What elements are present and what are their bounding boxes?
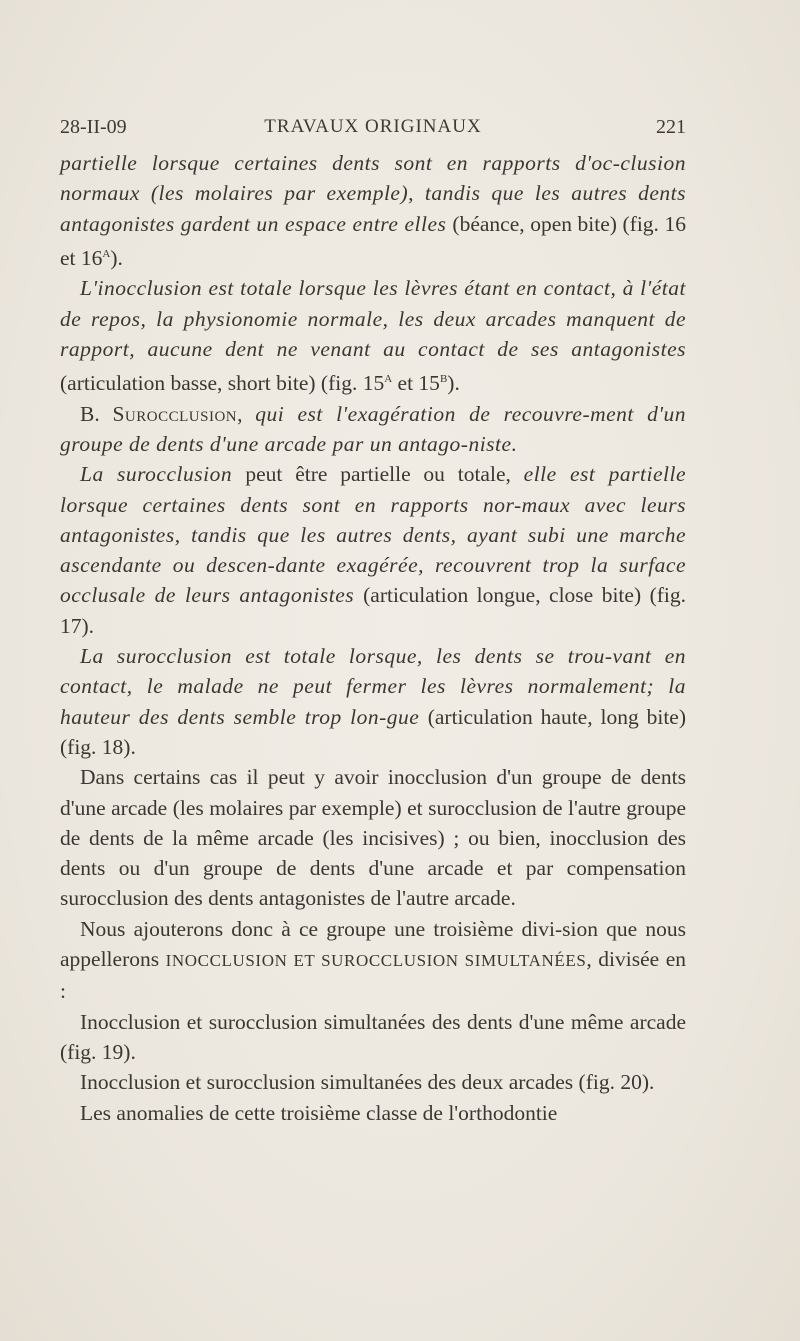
page-number: 221 <box>656 116 686 138</box>
paragraph <box>60 641 686 762</box>
paragraph <box>60 1098 686 1128</box>
italic-text: elle est partielle lorsque certaines dents sont en rapports nor-maux avec leurs antagonistes, tandis que les autres dents, ayant subi une marche ascendante ou descen-dante exagérée, recouvrent trop la surface occlusale de leurs antagonistes <box>60 462 687 608</box>
small-caps-text: Surocclusion <box>112 401 238 426</box>
superscript: B <box>439 373 448 386</box>
italic-text: La surocclusion <box>80 462 246 487</box>
roman-text: (articulation basse, short bite) (fig. 15 <box>60 371 385 396</box>
body-text <box>60 148 686 1128</box>
superscript: A <box>384 373 393 386</box>
italic-text: La surocclusion est totale lorsque, les dents se trou-vant en contact, le malade ne peut fermer les lèvres normalement; la hauteur des dents semble trop lon-gue <box>60 644 686 729</box>
italic-text: partielle lorsque certaines dents sont en rapports d'oc-clusion normaux (les molaires par exemple), tandis que les autres dents antagonistes gardent un espace entre elles <box>60 151 686 236</box>
paragraph <box>60 148 686 273</box>
roman-text: peut être partielle ou totale, <box>245 462 524 487</box>
roman-text: Nous ajouterons donc à ce groupe une troisième divi-sion que nous appellerons <box>60 916 686 972</box>
roman-text: ). <box>110 246 123 271</box>
roman-text: (articulation longue, close bite) (fig. 17). <box>60 583 687 638</box>
header-title: TRAVAUX ORIGINAUX <box>264 116 482 137</box>
roman-text: et 15 <box>392 371 440 396</box>
paragraph <box>60 1007 686 1068</box>
roman-text: , divisée en : <box>60 947 686 1004</box>
roman-text: Inocclusion et surocclusion simultanées des deux arcades (fig. 20). <box>80 1070 655 1095</box>
roman-text: (béance, open bite) (fig. 16 et 16 <box>60 211 686 271</box>
running-header <box>60 116 686 144</box>
roman-text: ). <box>447 371 460 396</box>
roman-text: Dans certains cas il peut y avoir inocclusion d'un groupe de dents d'une arcade (les molaires par exemple) et surocclusion de l'autre groupe de dents de la même arcade (les incisives) ; ou bien, inocclusion des dents ou d'un groupe de dents d'une arcade et par compensation surocclusion des dents antagonistes de l'autre arcade. <box>60 765 686 911</box>
superscript: A <box>102 247 111 260</box>
paragraph <box>60 399 686 460</box>
header-date: 28-II-09 <box>60 116 127 138</box>
paragraph <box>60 273 686 398</box>
roman-text: (articulation haute, long bite) (fig. 18). <box>60 704 686 759</box>
italic-text: qui est l'exagération de recouvre-ment d'un groupe de dents d'une arcade par un antago-niste. <box>60 401 686 456</box>
small-caps-text: INOCCLUSION ET SUROCCLUSION SIMULTANÉES <box>165 951 587 971</box>
roman-text: B. <box>80 401 113 426</box>
paragraph <box>60 459 686 641</box>
paragraph <box>60 1067 686 1097</box>
roman-text: , <box>237 401 256 426</box>
paragraph <box>60 762 686 913</box>
paragraph <box>60 914 686 1007</box>
roman-text: Les anomalies de cette troisième classe de l'orthodontie <box>80 1100 558 1125</box>
roman-text: Inocclusion et surocclusion simultanées des dents d'une même arcade (fig. 19). <box>60 1009 686 1064</box>
italic-text: L'inocclusion est totale lorsque les lèvres étant en contact, à l'état de repos, la physionomie normale, les deux arcades manquent de rapport, aucune dent ne venant au contact de ses antagonistes <box>60 276 686 361</box>
